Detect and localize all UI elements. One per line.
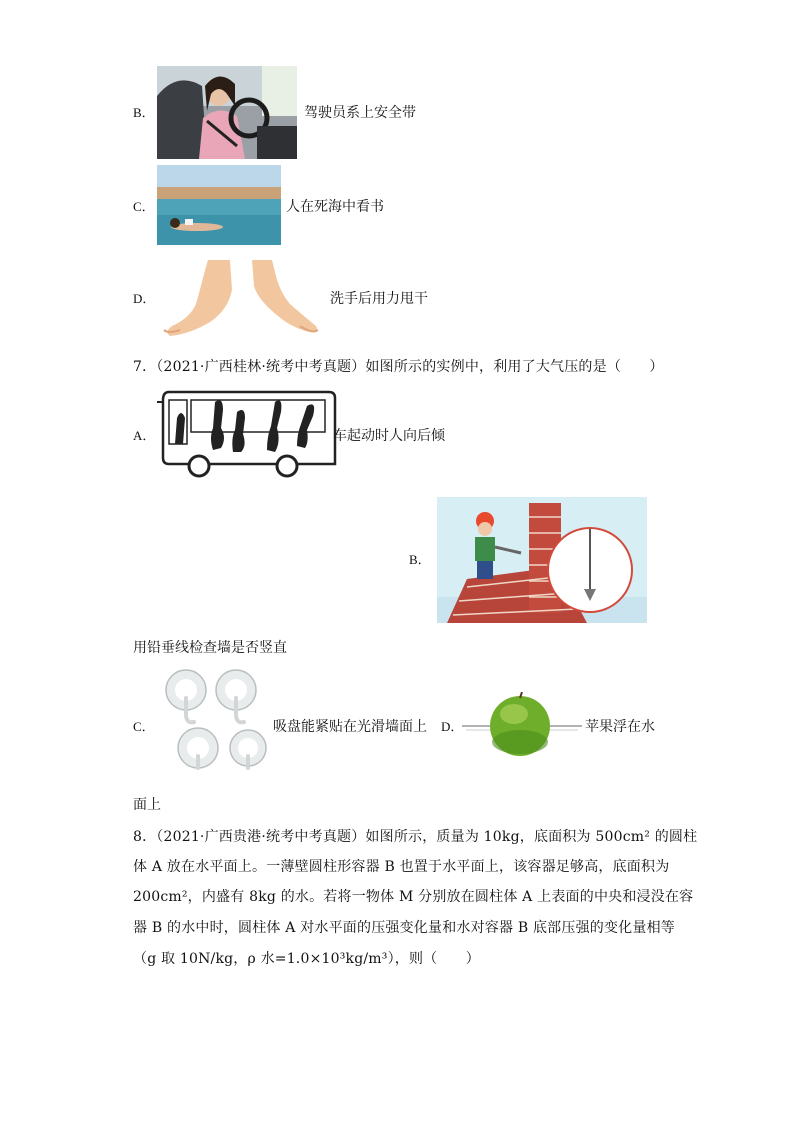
q7-option-d-text-part2: 面上 [133,797,161,813]
q7-option-a-text: 车起动时人向后倾 [333,428,445,444]
dead-sea-reading-image [157,165,281,245]
q8-line-3: 200cm²，内盛有 8kg 的水。若将一物体 M 分别放在圆柱体 A 上表面的中央和浸没在容 [133,889,694,905]
q7-option-c-letter: C． [133,719,155,734]
driver-seatbelt-image [157,66,297,159]
q7-option-c-text: 吸盘能紧贴在光滑墙面上 [273,719,427,735]
q6-option-c-letter: C． [133,199,155,214]
q6-option-b-text: 驾驶员系上安全带 [304,105,416,121]
q7-stem: 7．（2021·广西桂林·统考中考真题）如图所示的实例中，利用了大气压的是（ ） [133,359,664,375]
q6-option-c-text: 人在死海中看书 [286,199,384,215]
q8-line-2: 体 A 放在水平面上。一薄壁圆柱形容器 B 也置于水平面上，该容器足够高，底面积为 [133,859,670,875]
q6-option-b-letter: B． [133,105,155,120]
q6-option-d-text: 洗手后用力甩干 [330,291,428,307]
q8-line-4: 器 B 的水中时，圆柱体 A 对水平面的压强变化量和水对容器 B 底部压强的变化量相等 [133,920,675,936]
q7-option-b-letter: B． [409,552,431,567]
q7-option-d-letter: D． [441,719,464,734]
suction-cups-image [160,668,268,774]
q8-line-5: （g 取 10N/kg，ρ 水=1.0×10³kg/m³），则（ ） [133,951,480,967]
bus-passengers-image [157,388,337,478]
q6-option-d-letter: D． [133,291,156,306]
q7-option-a-letter: A． [133,428,156,443]
plumb-line-wall-image [437,497,647,623]
q8-line-1: 8．（2021·广西贵港·统考中考真题）如图所示，质量为 10kg，底面积为 500cm² 的圆柱 [133,829,698,845]
shaking-hands-image [160,260,322,338]
q7-option-d-text-part1: 苹果浮在水 [585,719,655,735]
q7-option-b-text: 用铅垂线检查墙是否竖直 [133,640,287,656]
apple-floating-image [462,692,582,760]
